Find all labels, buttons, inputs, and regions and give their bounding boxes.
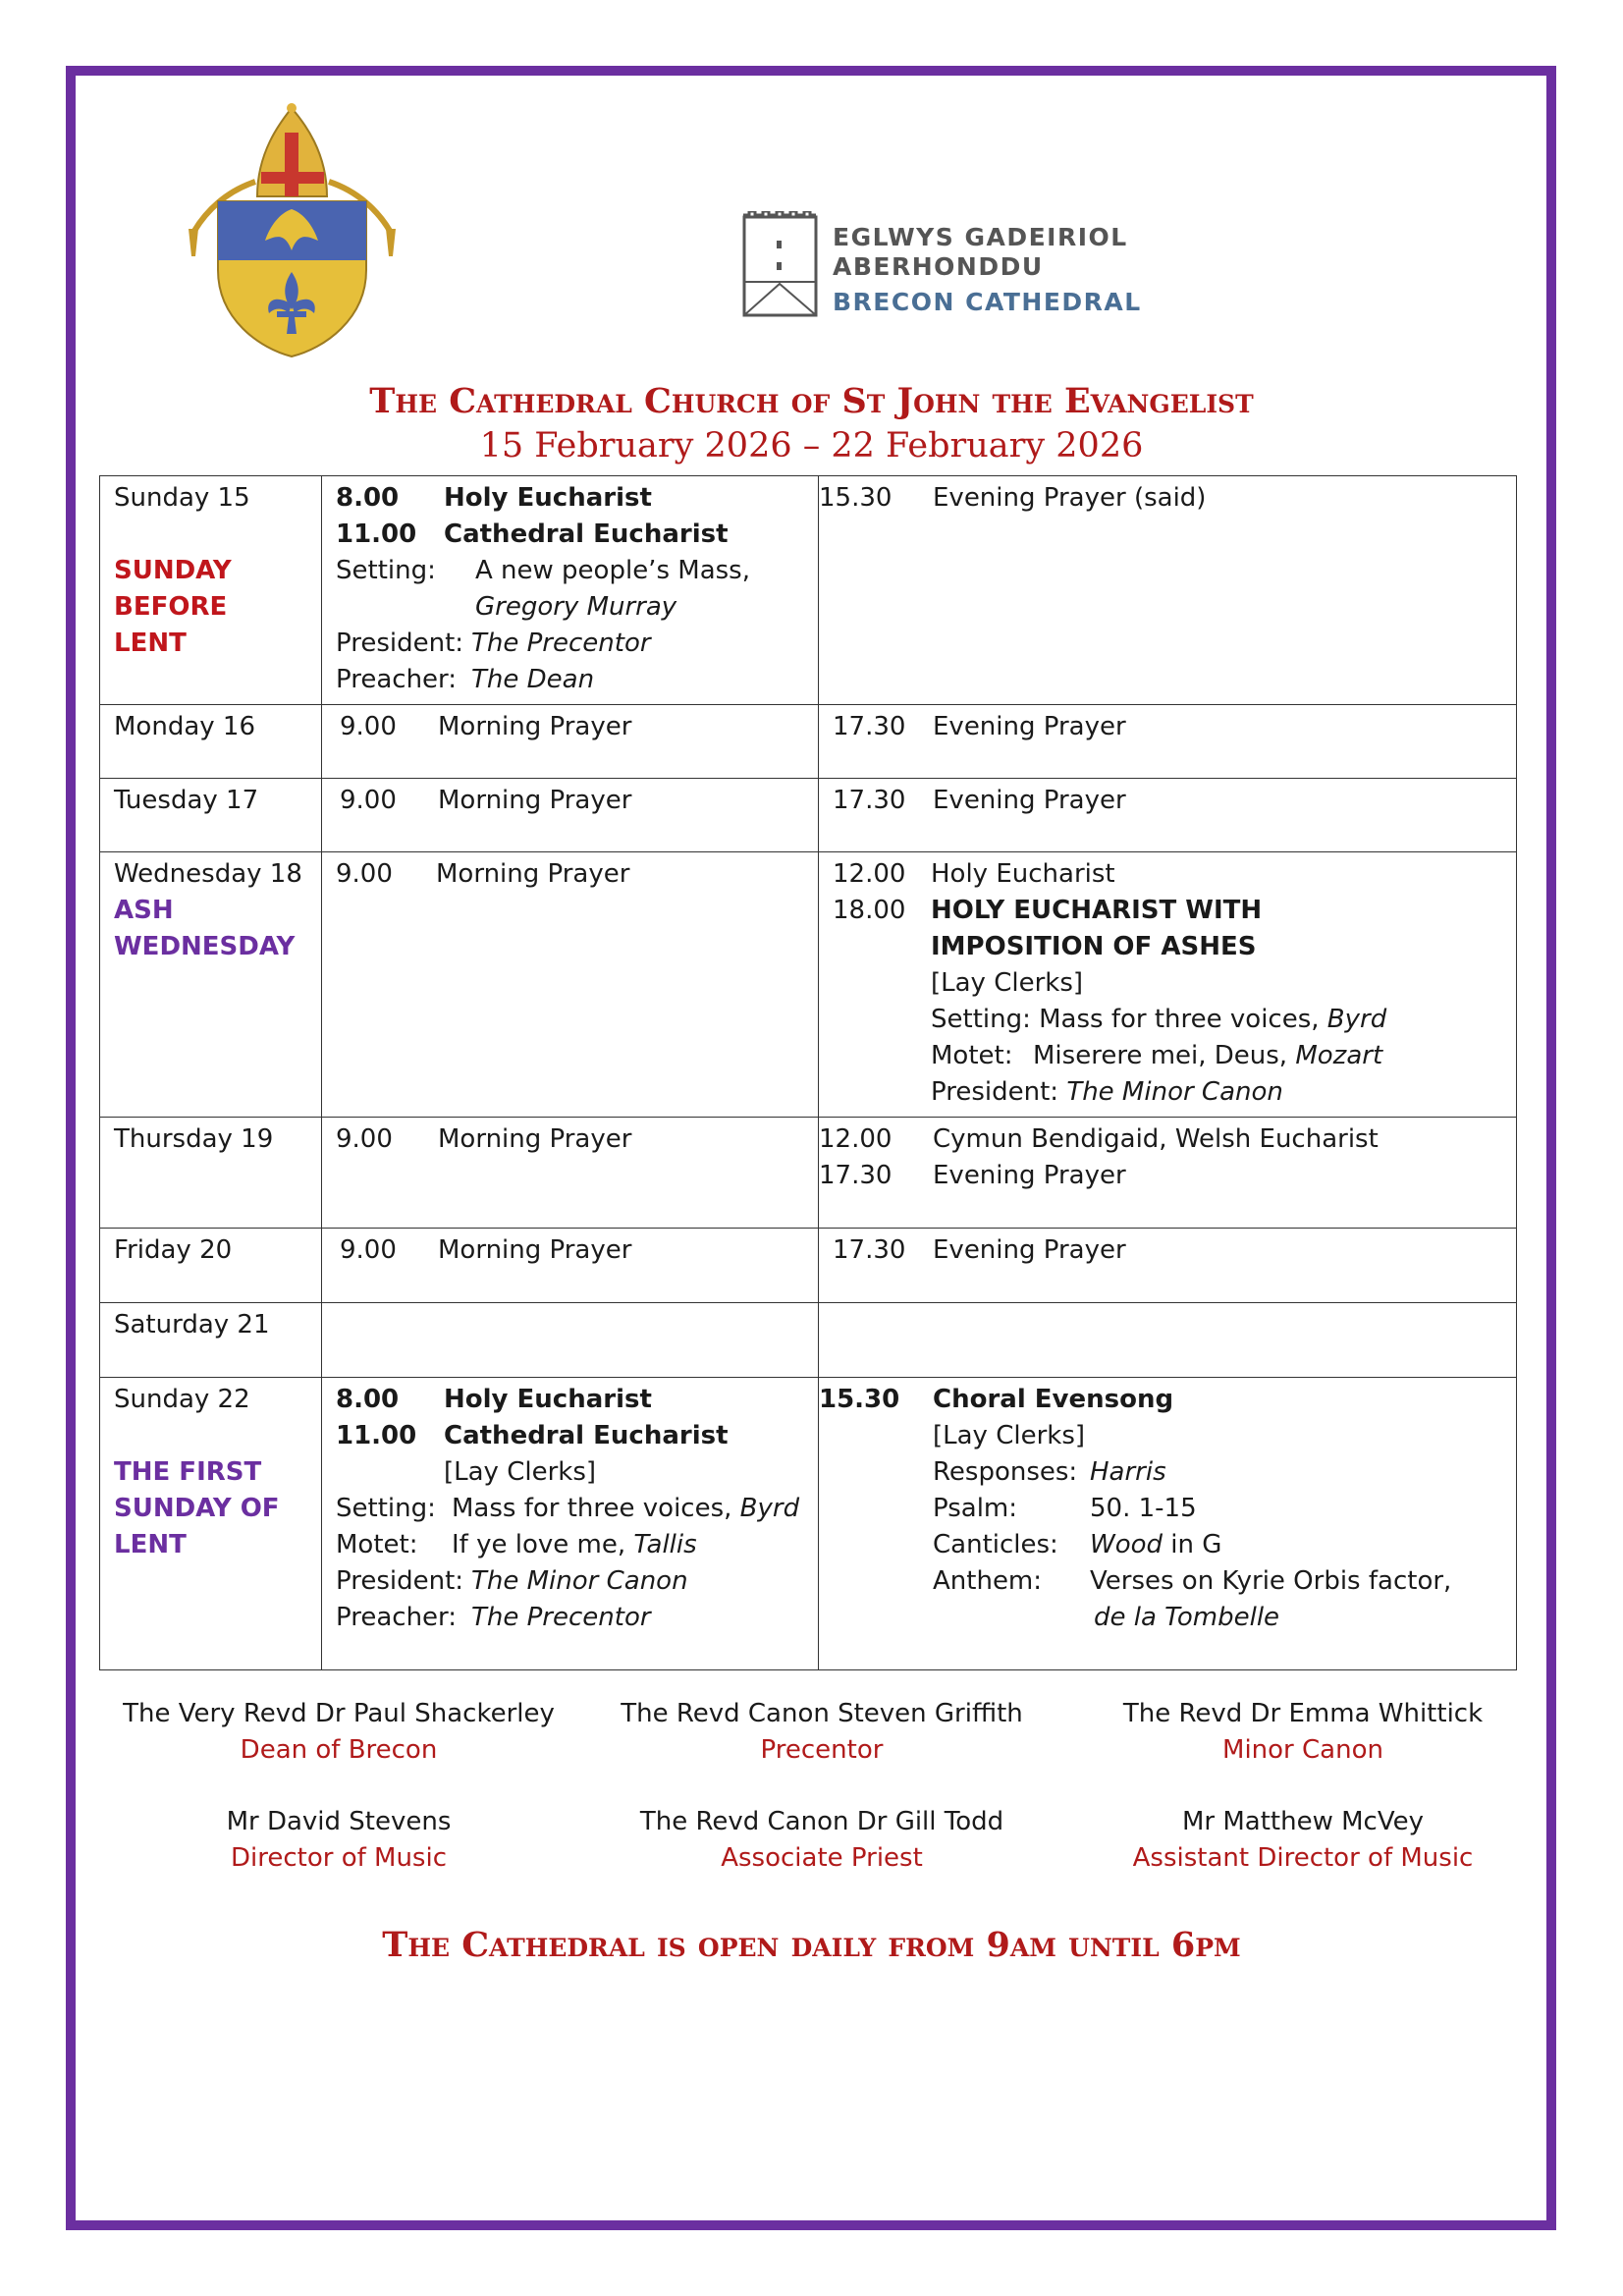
- psalm-label: Psalm:: [933, 1494, 1018, 1523]
- service-name: Morning Prayer: [438, 1235, 632, 1265]
- logo-welsh-line2: ABERHONDDU: [833, 252, 1044, 281]
- anthem-composer: de la Tombelle: [1094, 1603, 1280, 1632]
- setting-work: A new people’s Mass,: [475, 556, 750, 585]
- anthem-work: Verses on Kyrie Orbis factor,: [1090, 1566, 1452, 1596]
- day-label: Sunday 15: [114, 483, 250, 513]
- service-name: Cathedral Eucharist: [444, 519, 729, 549]
- schedule-row-sunday-15: [100, 476, 1517, 705]
- motet-work: Miserere mei, Deus,: [1033, 1041, 1288, 1070]
- psalm-number: 50. 1-15: [1090, 1494, 1197, 1523]
- staff-assistant-director: [1038, 1804, 1568, 1877]
- motet-label: Motet:: [336, 1530, 418, 1559]
- cathedral-tower-icon: [741, 211, 820, 319]
- service-time: 17.30: [833, 712, 906, 741]
- morning-services-cell: [322, 1303, 819, 1378]
- page-title: The Cathedral Church of St John the Evangelist: [369, 381, 1254, 421]
- service-time: 9.00: [336, 1124, 393, 1154]
- staff-role: Director of Music: [230, 1843, 447, 1873]
- service-name: Evening Prayer (said): [933, 483, 1207, 513]
- setting-work: Mass for three voices,: [452, 1494, 732, 1523]
- setting-composer: Byrd: [739, 1494, 800, 1523]
- day-label: Saturday 21: [114, 1310, 270, 1339]
- service-time: 15.30: [819, 483, 893, 513]
- day-label: Tuesday 17: [114, 786, 259, 815]
- service-time: 9.00: [340, 1235, 397, 1265]
- service-name: Morning Prayer: [438, 712, 632, 741]
- service-time: 11.00: [336, 519, 417, 549]
- day-cell: [100, 705, 322, 779]
- staff-name: The Revd Canon Dr Gill Todd: [639, 1807, 1004, 1836]
- feast-label: SUNDAY BEFORE LENT: [114, 556, 232, 658]
- day-label: Thursday 19: [114, 1124, 274, 1154]
- president-name: The Minor Canon: [471, 1566, 688, 1596]
- anthem-label: Anthem:: [933, 1566, 1043, 1596]
- service-time: 18.00: [833, 896, 906, 925]
- day-cell: [100, 852, 322, 1118]
- feast-label: THE FIRST SUNDAY OF LENT: [114, 1457, 280, 1559]
- president-label: President:: [336, 629, 464, 658]
- setting-label: Setting:: [931, 1005, 1031, 1034]
- staff-director-of-music: [74, 1804, 604, 1877]
- canticles-label: Canticles:: [933, 1530, 1058, 1559]
- choir-note: [Lay Clerks]: [933, 1421, 1086, 1450]
- schedule-row-sunday-22: [100, 1378, 1517, 1670]
- staff-precentor: [557, 1696, 1087, 1769]
- staff-role: Precentor: [760, 1735, 884, 1765]
- day-cell: [100, 1118, 322, 1229]
- service-name: Choral Evensong: [933, 1385, 1174, 1414]
- staff-name: The Very Revd Dr Paul Shackerley: [123, 1699, 555, 1728]
- preacher-name: The Dean: [471, 665, 595, 694]
- service-time: 17.30: [819, 1161, 893, 1190]
- diocesan-crest-logo: [187, 103, 398, 358]
- service-name: Evening Prayer: [933, 712, 1126, 741]
- staff-name: Mr Matthew McVey: [1181, 1807, 1425, 1836]
- setting-label: Setting:: [336, 1494, 436, 1523]
- service-name: Evening Prayer: [933, 1161, 1126, 1190]
- morning-services-cell: [322, 705, 819, 779]
- evening-services-cell: [819, 1303, 1517, 1378]
- service-name: Morning Prayer: [438, 1124, 632, 1154]
- preacher-label: Preacher:: [336, 1603, 458, 1632]
- staff-name: The Revd Canon Steven Griffith: [621, 1699, 1023, 1728]
- feast-label: ASH WEDNESDAY: [114, 896, 296, 961]
- choir-note: [Lay Clerks]: [444, 1457, 597, 1487]
- staff-associate-priest: [557, 1804, 1087, 1877]
- service-time: 17.30: [833, 786, 906, 815]
- evening-services-cell: [819, 1118, 1517, 1229]
- motet-composer: Tallis: [633, 1530, 697, 1559]
- service-time: 17.30: [833, 1235, 906, 1265]
- day-cell: [100, 779, 322, 852]
- service-time: 11.00: [336, 1421, 417, 1450]
- service-name: Evening Prayer: [933, 786, 1126, 815]
- service-name: Evening Prayer: [933, 1235, 1126, 1265]
- schedule-row-wednesday-18: [100, 852, 1517, 1118]
- setting-label: Setting:: [336, 556, 436, 585]
- brecon-cathedral-logo: [741, 211, 1154, 319]
- schedule-row-friday-20: [100, 1229, 1517, 1303]
- president-label: President:: [336, 1566, 464, 1596]
- service-time: 9.00: [336, 859, 393, 889]
- canticles-composer: Wood: [1090, 1530, 1163, 1559]
- service-name: Morning Prayer: [436, 859, 630, 889]
- preacher-name: The Precentor: [471, 1603, 651, 1632]
- logo-welsh-line1: EGLWYS GADEIRIOL: [833, 223, 1128, 251]
- service-name: Holy Eucharist: [931, 859, 1115, 889]
- service-name: Holy Eucharist: [444, 483, 652, 513]
- service-time: 8.00: [336, 483, 400, 513]
- service-time: 9.00: [340, 712, 397, 741]
- staff-name: The Revd Dr Emma Whittick: [1122, 1699, 1484, 1728]
- evening-services-cell: [819, 476, 1517, 705]
- day-label: Friday 20: [114, 1235, 233, 1265]
- canticles-key: in G: [1170, 1530, 1222, 1559]
- day-cell: [100, 1229, 322, 1303]
- choir-note: [Lay Clerks]: [931, 968, 1084, 998]
- evening-services-cell: [819, 1378, 1517, 1670]
- staff-role: Assistant Director of Music: [1132, 1843, 1474, 1873]
- morning-services-cell: [322, 476, 819, 705]
- service-time: 15.30: [819, 1385, 900, 1414]
- responses-composer: Harris: [1090, 1457, 1166, 1487]
- service-schedule-table: [99, 475, 1517, 1670]
- morning-services-cell: [322, 779, 819, 852]
- evening-services-cell: [819, 705, 1517, 779]
- service-name: Holy Eucharist: [444, 1385, 652, 1414]
- morning-services-cell: [322, 1378, 819, 1670]
- service-time: 8.00: [336, 1385, 400, 1414]
- day-cell: [100, 1378, 322, 1670]
- morning-services-cell: [322, 1118, 819, 1229]
- staff-minor-canon: [1038, 1696, 1568, 1769]
- evening-services-cell: [819, 1229, 1517, 1303]
- staff-role: Associate Priest: [721, 1843, 923, 1873]
- morning-services-cell: [322, 852, 819, 1118]
- day-label: Monday 16: [114, 712, 255, 741]
- service-name: Cathedral Eucharist: [444, 1421, 729, 1450]
- schedule-row-tuesday-17: [100, 779, 1517, 852]
- opening-hours-notice: The Cathedral is open daily from 9am until 6pm: [382, 1925, 1241, 1965]
- motet-composer: Mozart: [1295, 1041, 1383, 1070]
- president-label: President:: [931, 1077, 1059, 1107]
- morning-services-cell: [322, 1229, 819, 1303]
- responses-label: Responses:: [933, 1457, 1078, 1487]
- setting-work: Mass for three voices,: [1039, 1005, 1320, 1034]
- motet-work: If ye love me,: [452, 1530, 626, 1559]
- day-label: Wednesday 18: [114, 859, 302, 889]
- day-cell: [100, 476, 322, 705]
- setting-composer: Byrd: [1326, 1005, 1387, 1034]
- staff-name: Mr David Stevens: [226, 1807, 452, 1836]
- date-range: 15 February 2026 – 22 February 2026: [479, 426, 1144, 465]
- setting-composer: Gregory Murray: [475, 592, 677, 622]
- evening-services-cell: [819, 852, 1517, 1118]
- staff-role: Dean of Brecon: [240, 1735, 438, 1765]
- president-name: The Precentor: [471, 629, 651, 658]
- president-name: The Minor Canon: [1066, 1077, 1283, 1107]
- staff-role: Minor Canon: [1222, 1735, 1383, 1765]
- day-cell: [100, 1303, 322, 1378]
- service-time: 12.00: [819, 1124, 893, 1154]
- service-name: HOLY EUCHARIST WITH IMPOSITION OF ASHES: [931, 896, 1263, 961]
- schedule-row-thursday-19: [100, 1118, 1517, 1229]
- service-name: Cymun Bendigaid, Welsh Eucharist: [933, 1124, 1379, 1154]
- preacher-label: Preacher:: [336, 665, 458, 694]
- service-name: Morning Prayer: [438, 786, 632, 815]
- schedule-row-monday-16: [100, 705, 1517, 779]
- evening-services-cell: [819, 779, 1517, 852]
- service-time: 12.00: [833, 859, 906, 889]
- motet-label: Motet:: [931, 1041, 1013, 1070]
- service-time: 9.00: [340, 786, 397, 815]
- logo-english-line: BRECON CATHEDRAL: [833, 288, 1142, 316]
- schedule-row-saturday-21: [100, 1303, 1517, 1378]
- day-label: Sunday 22: [114, 1385, 250, 1414]
- staff-dean: [74, 1696, 604, 1769]
